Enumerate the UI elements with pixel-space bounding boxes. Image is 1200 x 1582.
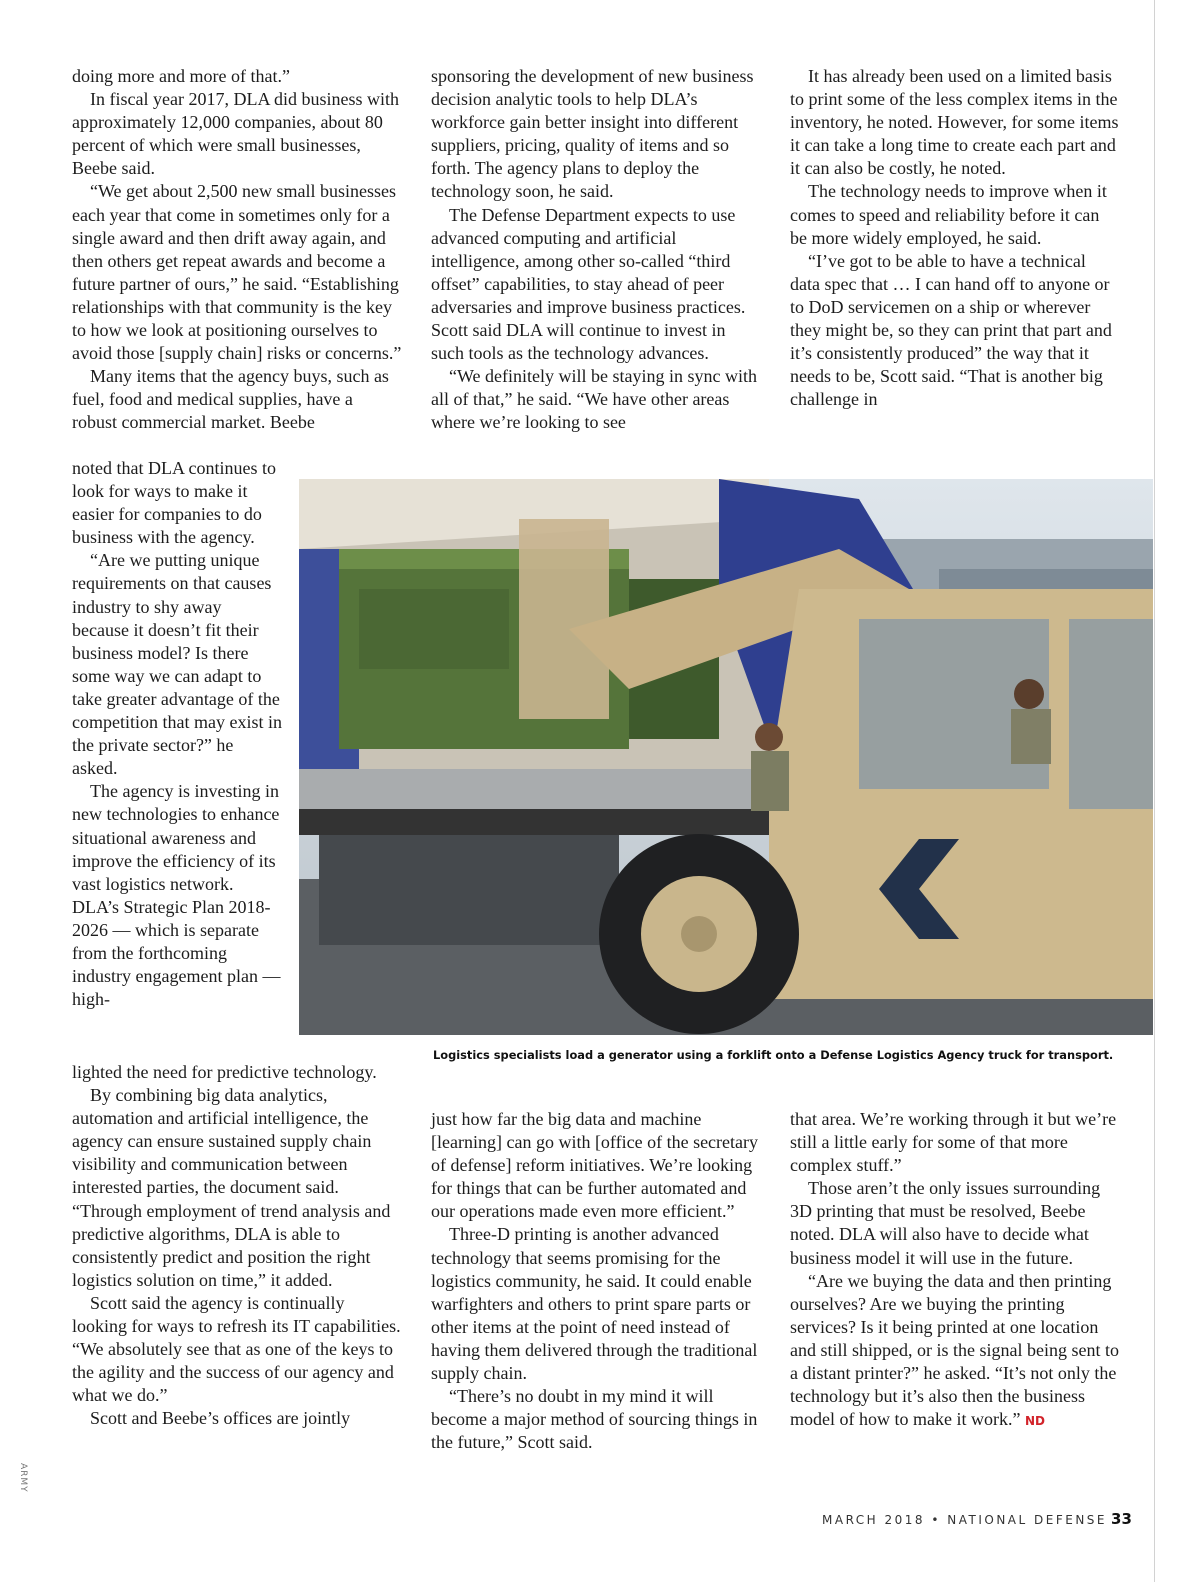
column-2-bottom	[431, 1108, 761, 1454]
paragraph: Scott and Beebe’s offices are jointly	[90, 1408, 351, 1429]
paragraph: just how far the big data and machine [learning] can go with [office of the secretary of defense] reform initiatives. We’re looking for things that can be further automated and our operations made even more efficient.”	[431, 1109, 759, 1222]
paragraph-text: “Are we buying the data and then printing ourselves? Are we buying the printing services? Is it being printed at one location and still shipped, or is the signal being sent to a distant printer?” he asked. “It’s not only the technology but it’s also then the business model of how to make it work.”	[790, 1270, 1119, 1430]
photo-credit: ARMY	[18, 1463, 28, 1493]
paragraph	[790, 1270, 1120, 1434]
forklift-truck-illustration	[299, 479, 1153, 1035]
page-edge-rule	[1154, 0, 1155, 1582]
column-2-top	[431, 65, 761, 435]
paragraph: The agency is investing in new technologies to enhance situational awareness and improve the efficiency of its vast logistics network. DLA’s Strategic Plan 2018-2026 — which is separate from the forthcoming industry engagement plan — high-	[72, 781, 281, 1010]
column-1-narrow	[72, 457, 282, 1011]
column-3-bottom	[790, 1108, 1120, 1433]
column-3-top	[790, 65, 1120, 411]
paragraph: Scott said the agency is continually looking for ways to refresh its IT capabilities. “We absolutely see that as one of the keys to the agility and the success of our agency and what we do.”	[72, 1292, 401, 1406]
paragraph: lighted the need for predictive technology.	[72, 1062, 377, 1082]
paragraph: The Defense Department expects to use advanced computing and artificial intelligence, among other so-called “third offset” capabilities, to stay ahead of peer adversaries and improve business practices. Scott said DLA will continue to invest in such tools as the technology advances.	[431, 204, 746, 364]
footer-text: MARCH 2018 • NATIONAL DEFENSE	[822, 1513, 1108, 1527]
paragraph: “Are we putting unique requirements on that causes industry to shy away because it doesn’t fit their business model? Is there some way we can adapt to take greater advantage of the competition that may exist in the private sector?” he asked.	[72, 550, 282, 779]
forklift-photo	[299, 479, 1153, 1035]
column-1-top	[72, 65, 402, 435]
paragraph: “We get about 2,500 new small businesses each year that come in sometimes only for a single award and then drift away again, and then others get repeat awards and become a future partner of ours,” he said. “Establishing relationships with that community is the key to how we look at positioning ourselves to avoid those [supply chain] risks or concerns.”	[72, 181, 402, 364]
paragraph: sponsoring the development of new business decision analytic tools to help DLA’s workforce gain better insight into different suppliers, pricing, quality of items and so forth. The agency plans to deploy the technology soon, he said.	[431, 66, 754, 202]
end-mark: ND	[1024, 1414, 1045, 1429]
paragraph: “We definitely will be staying in sync with all of that,” he said. “We have other areas where we’re looking to see	[431, 366, 757, 433]
paragraph: “I’ve got to be able to have a technical data spec that … I can hand off to anyone or to DoD servicemen on a ship or wherever they might be, so they can print that part and it’s consistently produced” the way that it needs to be, Scott said. “That is another big challenge in	[790, 250, 1112, 410]
paragraph: Those aren’t the only issues surrounding 3D printing that must be resolved, Beebe noted. DLA will also have to decide what business model it will use in the future.	[790, 1178, 1101, 1268]
photo-caption: Logistics specialists load a generator using a forklift onto a Defense Logistics Agency truck for transport.	[433, 1048, 1114, 1062]
paragraph: doing more and more of that.”	[72, 66, 290, 86]
page-number: 33	[1111, 1510, 1132, 1528]
paragraph: Many items that the agency buys, such as fuel, food and medical supplies, have a robust commercial market. Beebe	[72, 366, 389, 433]
page-footer	[822, 1510, 1132, 1528]
paragraph: noted that DLA continues to look for ways to make it easier for companies to do business with the agency.	[72, 458, 276, 548]
paragraph: It has already been used on a limited basis to print some of the less complex items in the inventory, he noted. However, for some items it can take a long time to create each part and it can also be costly, he noted.	[790, 66, 1119, 179]
paragraph: In fiscal year 2017, DLA did business with approximately 12,000 companies, about 80 percent of which were small businesses, Beebe said.	[72, 89, 399, 179]
paragraph: Three-D printing is another advanced technology that seems promising for the logistics community, he said. It could enable warfighters and others to print spare parts or other items at the point of need instead of having them delivered through the traditional supply chain.	[431, 1224, 758, 1384]
column-1-bottom	[72, 1061, 402, 1431]
paragraph: “There’s no doubt in my mind it will become a major method of sourcing things in the future,” Scott said.	[431, 1386, 758, 1453]
paragraph: By combining big data analytics, automation and artificial intelligence, the agency can ensure sustained supply chain visibility and communication between interested parties, the document said. “Through employment of trend analysis and predictive algorithms, DLA is able to consistently predict and position the right logistics solution on time,” it added.	[72, 1085, 391, 1290]
paragraph: that area. We’re working through it but we’re still a little early for some of that more complex stuff.”	[790, 1109, 1117, 1176]
paragraph: The technology needs to improve when it comes to speed and reliability before it can be more widely employed, he said.	[790, 181, 1107, 248]
